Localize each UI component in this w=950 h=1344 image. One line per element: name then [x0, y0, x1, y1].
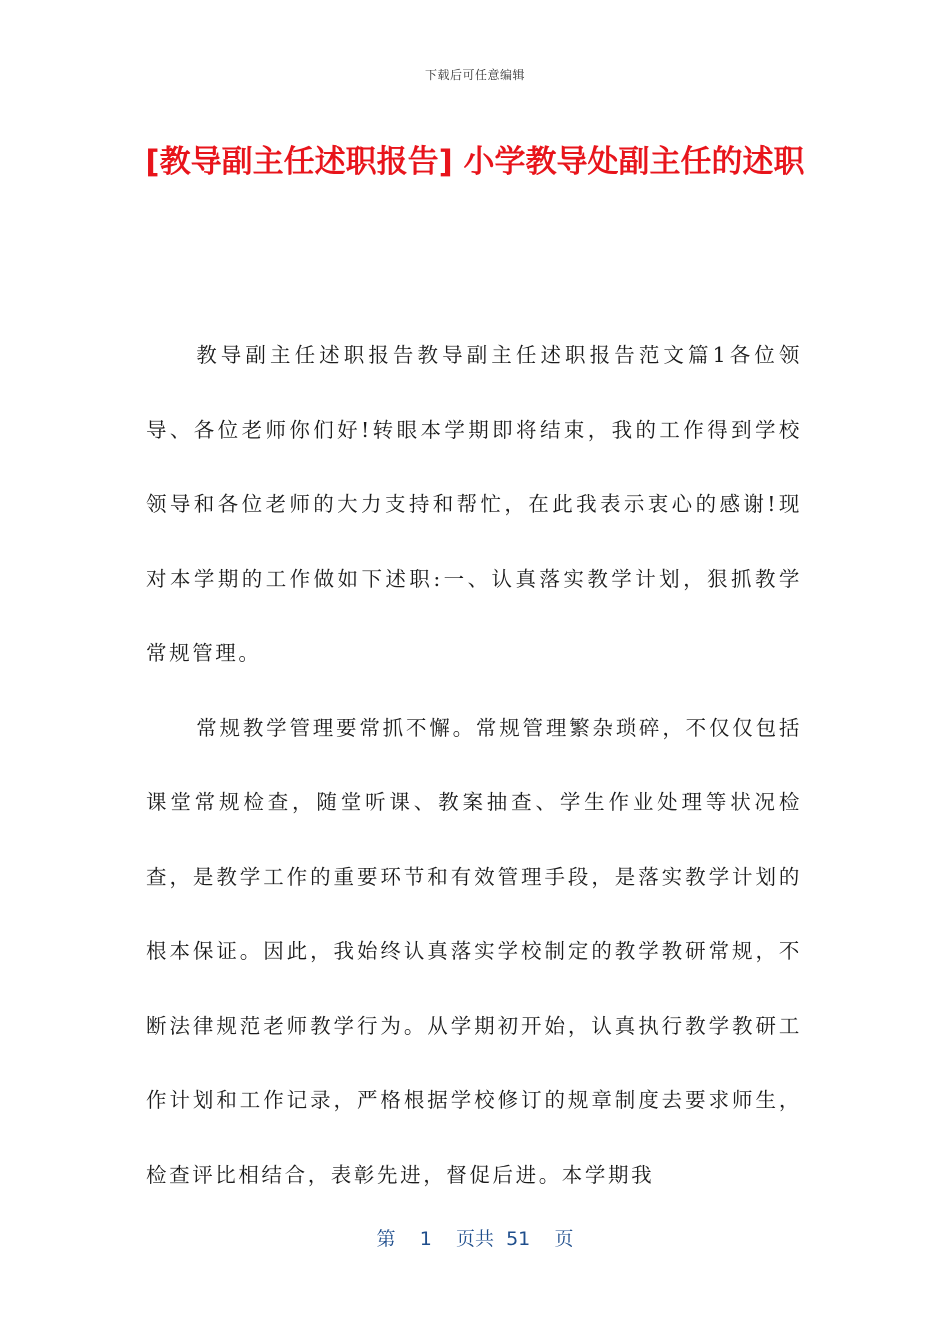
footer-suffix: 页 [554, 1228, 574, 1250]
document-title: [教导副主任述职报告] 小学教导处副主任的述职 [145, 144, 805, 180]
footer-middle: 页共 [455, 1228, 494, 1250]
current-page-number: 1 [419, 1228, 432, 1250]
document-body [146, 318, 802, 1212]
page-footer [0, 1224, 950, 1251]
paragraph-1: 教导副主任述职报告教导副主任述职报告范文篇1各位领导、各位老师你们好!转眼本学期即将结束，我的工作得到学校领导和各位老师的大力支持和帮忙，在此我表示衷心的感谢!现对本学期的工作做如下述职:一、认真落实教学计划，狠抓教学常规管理。 [146, 343, 802, 665]
paragraph-2: 常规教学管理要常抓不懈。常规管理繁杂琐碎，不仅仅包括课堂常规检查，随堂听课、教案抽查、学生作业处理等状况检查，是教学工作的重要环节和有效管理手段，是落实教学计划的根本保证。因此，我始终认真落实学校制定的教学教研常规，不断法律规范老师教学行为。从学期初开始，认真执行教学教研工作计划和工作记录，严格根据学校修订的规章制度去要求师生，检查评比相结合，表彰先进，督促后进。本学期我 [146, 715, 802, 1187]
footer-prefix: 第 [376, 1228, 396, 1250]
total-pages-number: 51 [506, 1228, 531, 1250]
header-note: 下载后可任意编辑 [424, 68, 525, 82]
